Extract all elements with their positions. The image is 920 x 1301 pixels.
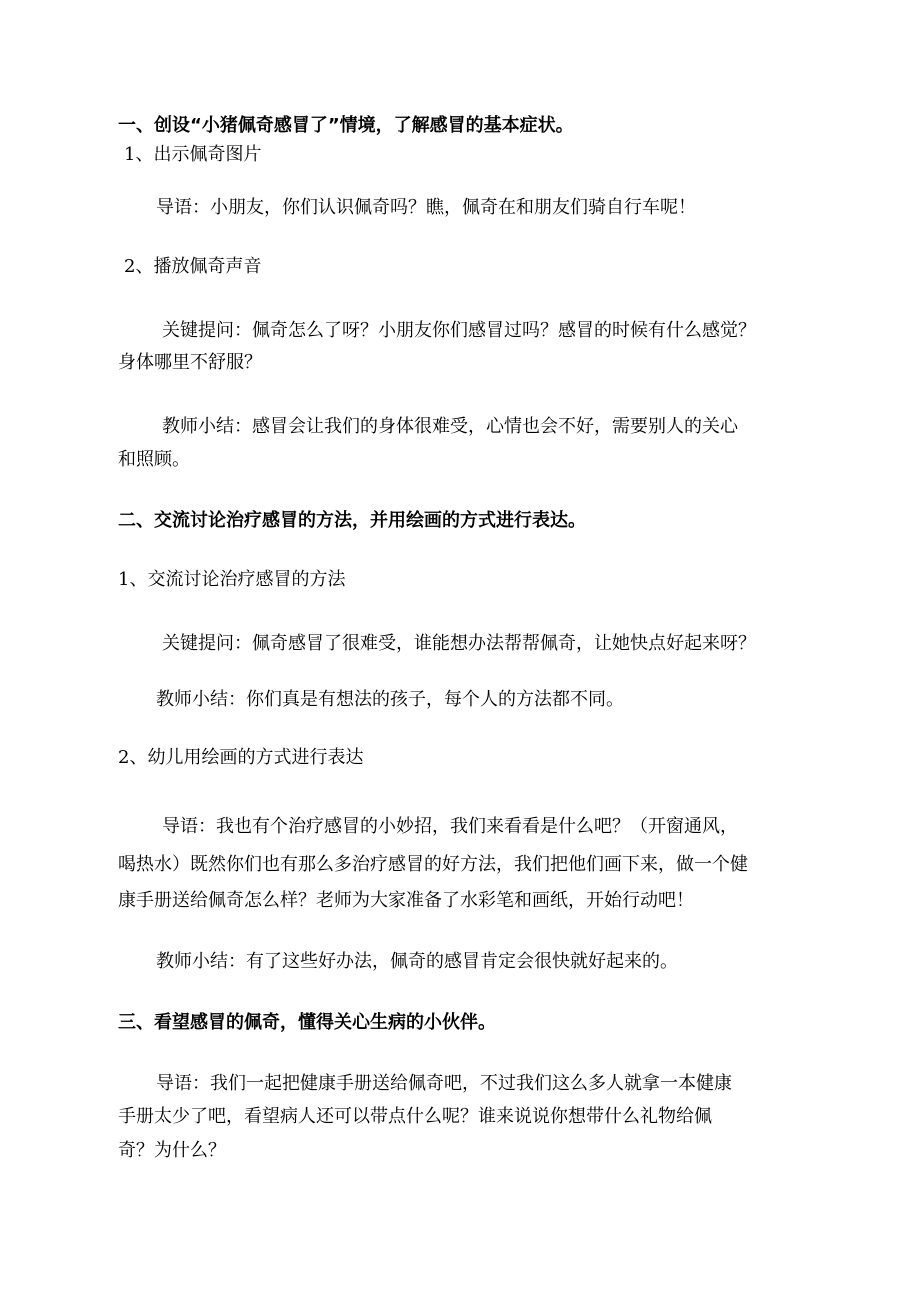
section-1-heading: 一、创设“小猪佩奇感冒了”情境，了解感冒的基本症状。 [118, 115, 574, 136]
section-2-guide-line-2: 喝热水）既然你们也有那么多治疗感冒的好方法，我们把他们画下来，做一个健 [118, 854, 748, 875]
section-1-question-line-1: 关键提问：佩奇怎么了呀？小朋友你们感冒过吗？感冒的时候有什么感觉？ [162, 320, 756, 341]
section-2-heading: 二、交流讨论治疗感冒的方法，并用绘画的方式进行表达。 [118, 510, 586, 531]
section-1-item-1: 1、出示佩奇图片 [124, 144, 262, 165]
section-1-guide: 导语：小朋友，你们认识佩奇吗？瞧，佩奇在和朋友们骑自行车呢！ [156, 197, 696, 218]
section-2-summary-2: 教师小结：有了这些好办法，佩奇的感冒肯定会很快就好起来的。 [156, 951, 678, 972]
section-3-guide-line-2: 手册太少了吧，看望病人还可以带点什么呢？谁来说说你想带什么礼物给佩 [118, 1106, 712, 1127]
section-1-item-2: 2、播放佩奇声音 [124, 256, 262, 277]
section-2-item-1: 1、交流讨论治疗感冒的方法 [118, 569, 346, 590]
section-3-guide-line-1: 导语：我们一起把健康手册送给佩奇吧，不过我们这么多人就拿一本健康 [156, 1073, 732, 1094]
section-2-guide-line-1: 导语：我也有个治疗感冒的小妙招，我们来看看是什么吧？（开窗通风， [162, 816, 738, 837]
section-1-question-line-2: 身体哪里不舒服？ [118, 352, 262, 373]
section-1-summary-line-2: 和照顾。 [118, 449, 190, 470]
section-2-guide-line-3: 康手册送给佩奇怎么样？老师为大家准备了水彩笔和画纸，开始行动吧！ [118, 890, 694, 911]
section-3-heading: 三、看望感冒的佩奇，懂得关心生病的小伙伴。 [118, 1012, 496, 1033]
section-2-question: 关键提问：佩奇感冒了很难受，谁能想办法帮帮佩奇，让她快点好起来呀？ [162, 633, 756, 654]
section-2-item-2: 2、幼儿用绘画的方式进行表达 [118, 747, 364, 768]
section-1-summary-line-1: 教师小结：感冒会让我们的身体很难受，心情也会不好，需要别人的关心 [162, 416, 738, 437]
section-2-summary-1: 教师小结：你们真是有想法的孩子，每个人的方法都不同。 [156, 689, 624, 710]
section-3-guide-line-3: 奇？为什么？ [118, 1140, 226, 1161]
